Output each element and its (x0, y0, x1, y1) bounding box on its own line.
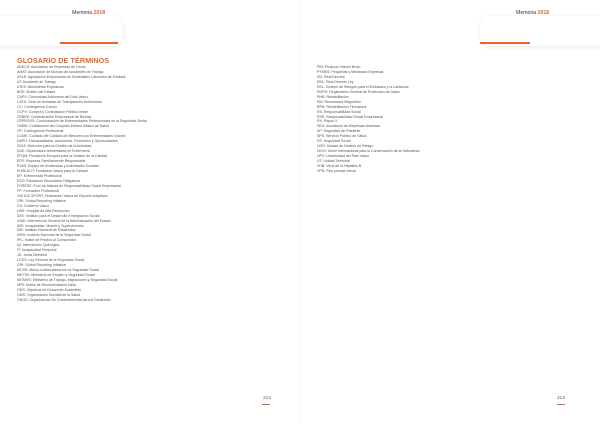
glossary-entry: VHB: Virus de la Hepatitis B (317, 164, 362, 169)
glossary-entry: HAR: Hospital de Alta Resolución (17, 208, 70, 213)
page-number-right: 213 (557, 396, 566, 401)
glossary-entry: CATA: Cese de Actividad de Trabajadores Autónomos (17, 99, 102, 104)
glossary-entry: VPN: Red privada virtual (317, 169, 356, 174)
glossary-entry: CCPV: Compra y Contratación Pública Verde (17, 109, 89, 114)
glossary-entry: IPC: Índice de Precios al Consumidor (17, 238, 76, 243)
header-title: Memoria (516, 10, 537, 16)
glossary-entry: IQ: Intervención Quirúrgica (17, 243, 60, 248)
glossary-entry: RHB: Rehabilitación (317, 94, 349, 99)
glossary-entry: BOE: Boletín del Estado (17, 89, 56, 94)
glossary-entry: RD: Real Decreto (317, 74, 345, 79)
glossary-entry: MCSS: Mutua colaboradora con la Seguridad Social (17, 268, 100, 273)
glossary-entry: INSS: Instituto Nacional de la Seguridad Social (17, 233, 91, 238)
glossary-entry: DUE: Diplomatura Universitaria en Enfermería (17, 149, 90, 154)
glossary-entry: UGR: Unidad de Gestión de Riesgo (317, 144, 374, 149)
glossary-entry: RGPD: Reglamento General de Protección de Datos (317, 89, 400, 94)
glossary-entry: RM: Resonancia Magnética (317, 99, 361, 104)
page-number-underline-right (557, 404, 565, 405)
glossary-entry: ASLE: Agrupación Empresarial de Sociedades Laborales de Euskadi (17, 74, 126, 79)
header-year: 2018 (93, 10, 106, 16)
glossary-entry: IGAE: Intervención General de la Administración del Estado (17, 218, 111, 223)
page-fold (299, 0, 301, 424)
header-year: 2018 (537, 10, 550, 16)
glossary-entry: ODS: Objetivos de Desarrollo Sostenible (17, 287, 82, 292)
glossary-entry: IT: Incapacidad Temporal (17, 248, 57, 253)
page-number-left: 212 (263, 396, 272, 401)
glossary-entry: GV: Gobierno Vasco (17, 203, 50, 208)
glossary-entry: UPV: Universidad del País Vasco (317, 154, 370, 159)
glossary-entry: RX: Rayos X (317, 119, 338, 124)
glossary-entry: DAPO: Discapacitados, Autonomía, Formación y Oportunidades (17, 139, 118, 144)
glossary-entry: EFR: Empresa Familiarmente Responsable (17, 159, 86, 164)
header-title: Memoria (72, 10, 93, 16)
glossary-entry: FP: Formación Profesional (17, 188, 59, 193)
glossary-entry: ESO: Educación Secundaria Obligatoria (17, 178, 81, 183)
glossary-entry: CEPROSS: Comunicación de Enfermedades Profesionales en la Seguridad Social (17, 119, 147, 124)
glossary-entry: EVAS: Equipo de Incidencias y Actividades Sociales (17, 164, 99, 169)
glossary-entry: OMS: Organización Mundial de la Salud (17, 292, 81, 297)
glossary-entry: CC: Contingencia Común (17, 104, 58, 109)
glossary-entry: GRI: Global Reporting Initiative (17, 263, 66, 268)
glossary-entry: GAITUZ SPORT: Federación Vasca de Deporte Adaptado (17, 193, 108, 198)
glossary-entry: CEBEK: Confederación Empresarial de Bizkaia (17, 114, 92, 119)
right-page (300, 0, 600, 424)
glossary-entry: PBI: Producto Interior Bruto (317, 65, 361, 69)
header-label (72, 10, 105, 16)
glossary-entry: PYMES: Pequeñas y Medianas Empresas (317, 69, 384, 74)
glossary-entry: AT: Accidente de Trabajo (17, 79, 56, 84)
glossary-entry: DIGA: Dirección para la Gestión de la Actividad (17, 144, 92, 149)
glossary-entry: REL: Gestión de Riesgos para el Embarazo y la Lactancia (317, 84, 409, 89)
glossary-entry: EUSKALIT: Fundación Vasca para la Calidad (17, 169, 88, 174)
header-underline (60, 42, 118, 44)
glossary-entry: EFQM: Fundación Europea para la Gestión de la Calidad (17, 154, 107, 159)
glossary-entry: RRB: Rehabilitación Timmdoria (317, 104, 367, 109)
glossary-list-left (17, 65, 217, 303)
glossary-entry: IDIS: Instituto para el Desarrollo e Integración Social (17, 213, 100, 218)
glossary-entry: GRI: Global Reporting Initiative (17, 198, 66, 203)
glossary-list-right (317, 65, 517, 174)
glossary-entry: IMS: Incapacidad, Muerte y Supervivencia (17, 223, 84, 228)
glossary-entry: RS: Responsabilidad Social (317, 109, 361, 114)
page-number-underline-left (262, 404, 270, 405)
glossary-entry: AMAT: Asociación de Mutuas de Accidentes de Trabajo (17, 69, 104, 74)
glossary-entry: INE: Instituto Nacional de Estadística (17, 228, 76, 233)
header-underline (480, 42, 530, 44)
glossary-title: GLOSARIO DE TÉRMINOS (17, 56, 110, 65)
glossary-entry: RSE: Responsabilidad Social Empresarial (317, 114, 384, 119)
glossary-entry: LGSS: Ley General de la Seguridad Social (17, 258, 85, 263)
glossary-entry: CP: Contingencia Profesional (17, 129, 64, 134)
glossary-entry: ADECE: Asociación de Empresas de Ceuta (17, 65, 86, 69)
glossary-entry: UICN: Unión Internacional para la Conservación de la Naturaleza (317, 149, 420, 154)
glossary-entry: SEA: Asociación de Empresas Alavesas (317, 124, 381, 129)
glossary-entry: FORÉSE: Foro de Alianza de Responsabilidad Social Empresarial (17, 183, 121, 188)
glossary-entry: ATEX: Atmósferas Explosivas (17, 84, 64, 89)
glossary-entry: JD: Junta Directiva (17, 253, 47, 258)
glossary-entry: CMBD: Codificación del Conjunto Mínimo Básico de Datos (17, 124, 110, 129)
glossary-entry: SPS: Servicio Público de Salud (317, 134, 367, 139)
glossary-entry: MEYSS: Ministerio de Empleo y Seguridad Social (17, 273, 96, 278)
glossary-entry: SS: Seguridad Social (317, 139, 351, 144)
glossary-entry: UT: Unidad Territorial (317, 159, 351, 164)
glossary-entry: RDL: Real Decreto Ley (317, 79, 354, 84)
glossary-entry: ONGD: Organización No Gubernamental para el Desarrollo (17, 297, 111, 302)
glossary-entry: CAPV: Comunidad Autónoma del País Vasco (17, 94, 88, 99)
glossary-entry: SP: Seguridad del Paciente (317, 129, 361, 134)
glossary-entry: EP: Enfermedad Profesional (17, 173, 62, 178)
glossary-entry: MITMSS: Ministerio de Trabajo, Migraciones y Seguridad Social (17, 277, 118, 282)
glossary-entry: NPS: Índice de Recomendación Neta (17, 282, 76, 287)
glossary-entry: CUME: Cuidado del Cuidado de Menores con Enfermedades Graves (17, 134, 126, 139)
header-label (516, 10, 549, 16)
